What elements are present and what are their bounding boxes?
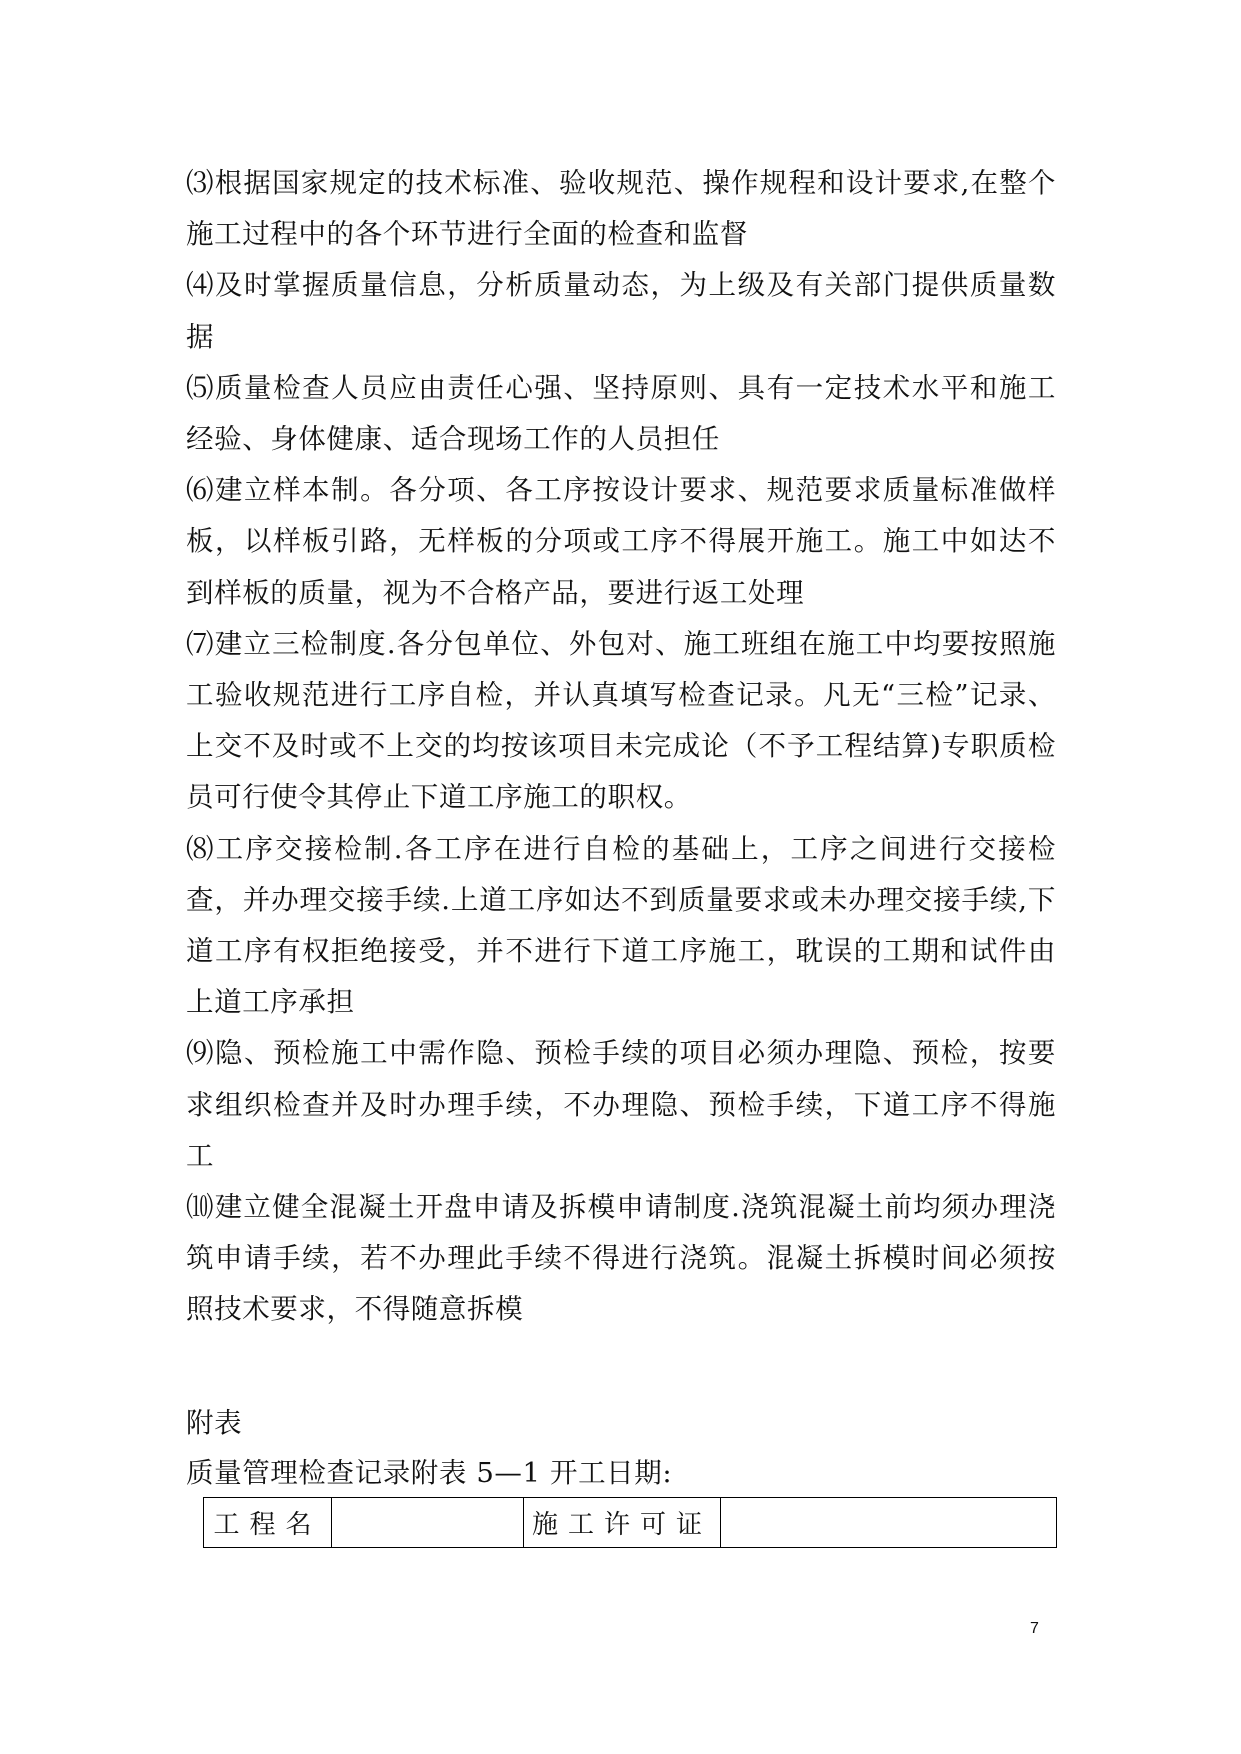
body-text bbox=[186, 158, 1056, 1336]
project-name-label-cell: 工程名 bbox=[204, 1498, 332, 1548]
construction-permit-value-cell bbox=[721, 1498, 1057, 1548]
appendix-label: 附表 bbox=[186, 1407, 243, 1439]
table-row bbox=[204, 1498, 1057, 1548]
quality-record-table bbox=[203, 1497, 1057, 1548]
construction-permit-label-cell: 施工许可证 bbox=[524, 1498, 721, 1548]
paragraph-6: ⑹建立样本制。各分项、各工序按设计要求、规范要求质量标准做样板，以样板引路，无样板的分项或工序不得展开施工。施工中如达不到样板的质量，视为不合格产品，要进行返工处理 bbox=[186, 474, 1056, 609]
paragraph-8: ⑻工序交接检制.各工序在进行自检的基础上，工序之间进行交接检查，并办理交接手续.上道工序如达不到质量要求或未办理交接手续,下道工序有权拒绝接受，并不进行下道工序施工，耽误的工期和试件由上道工序承担 bbox=[186, 832, 1056, 1019]
paragraph-4: ⑷及时掌握质量信息，分析质量动态，为上级及有关部门提供质量数据 bbox=[186, 269, 1056, 353]
page-number: 7 bbox=[1030, 1620, 1039, 1637]
project-name-value-cell bbox=[332, 1498, 524, 1548]
paragraph-10: ⑽建立健全混凝土开盘申请及拆模申请制度.浇筑混凝土前均须办理浇筑申请手续，若不办理此手续不得进行浇筑。混凝土拆模时间必须按照技术要求，不得随意拆模 bbox=[186, 1191, 1056, 1326]
paragraph-3: ⑶根据国家规定的技术标准、验收规范、操作规程和设计要求,在整个施工过程中的各个环节进行全面的检查和监督 bbox=[186, 167, 1056, 251]
paragraph-9: ⑼隐、预检施工中需作隐、预检手续的项目必须办理隐、预检，按要求组织检查并及时办理手续，不办理隐、预检手续，下道工序不得施工 bbox=[186, 1037, 1056, 1172]
paragraph-5: ⑸质量检查人员应由责任心强、坚持原则、具有一定技术水平和施工经验、身体健康、适合现场工作的人员担任 bbox=[186, 371, 1056, 456]
paragraph-7: ⑺建立三检制度.各分包单位、外包对、施工班组在施工中均要按照施工验收规范进行工序自检，并认真填写检查记录。凡无“三检”记录、上交不及时或不上交的均按该项目未完成论（不予工程结算)专职质检员可行使令其停止下道工序施工的职权。 bbox=[186, 627, 1056, 814]
table-caption: 质量管理检查记录附表 5—1 开工日期: bbox=[186, 1457, 673, 1489]
